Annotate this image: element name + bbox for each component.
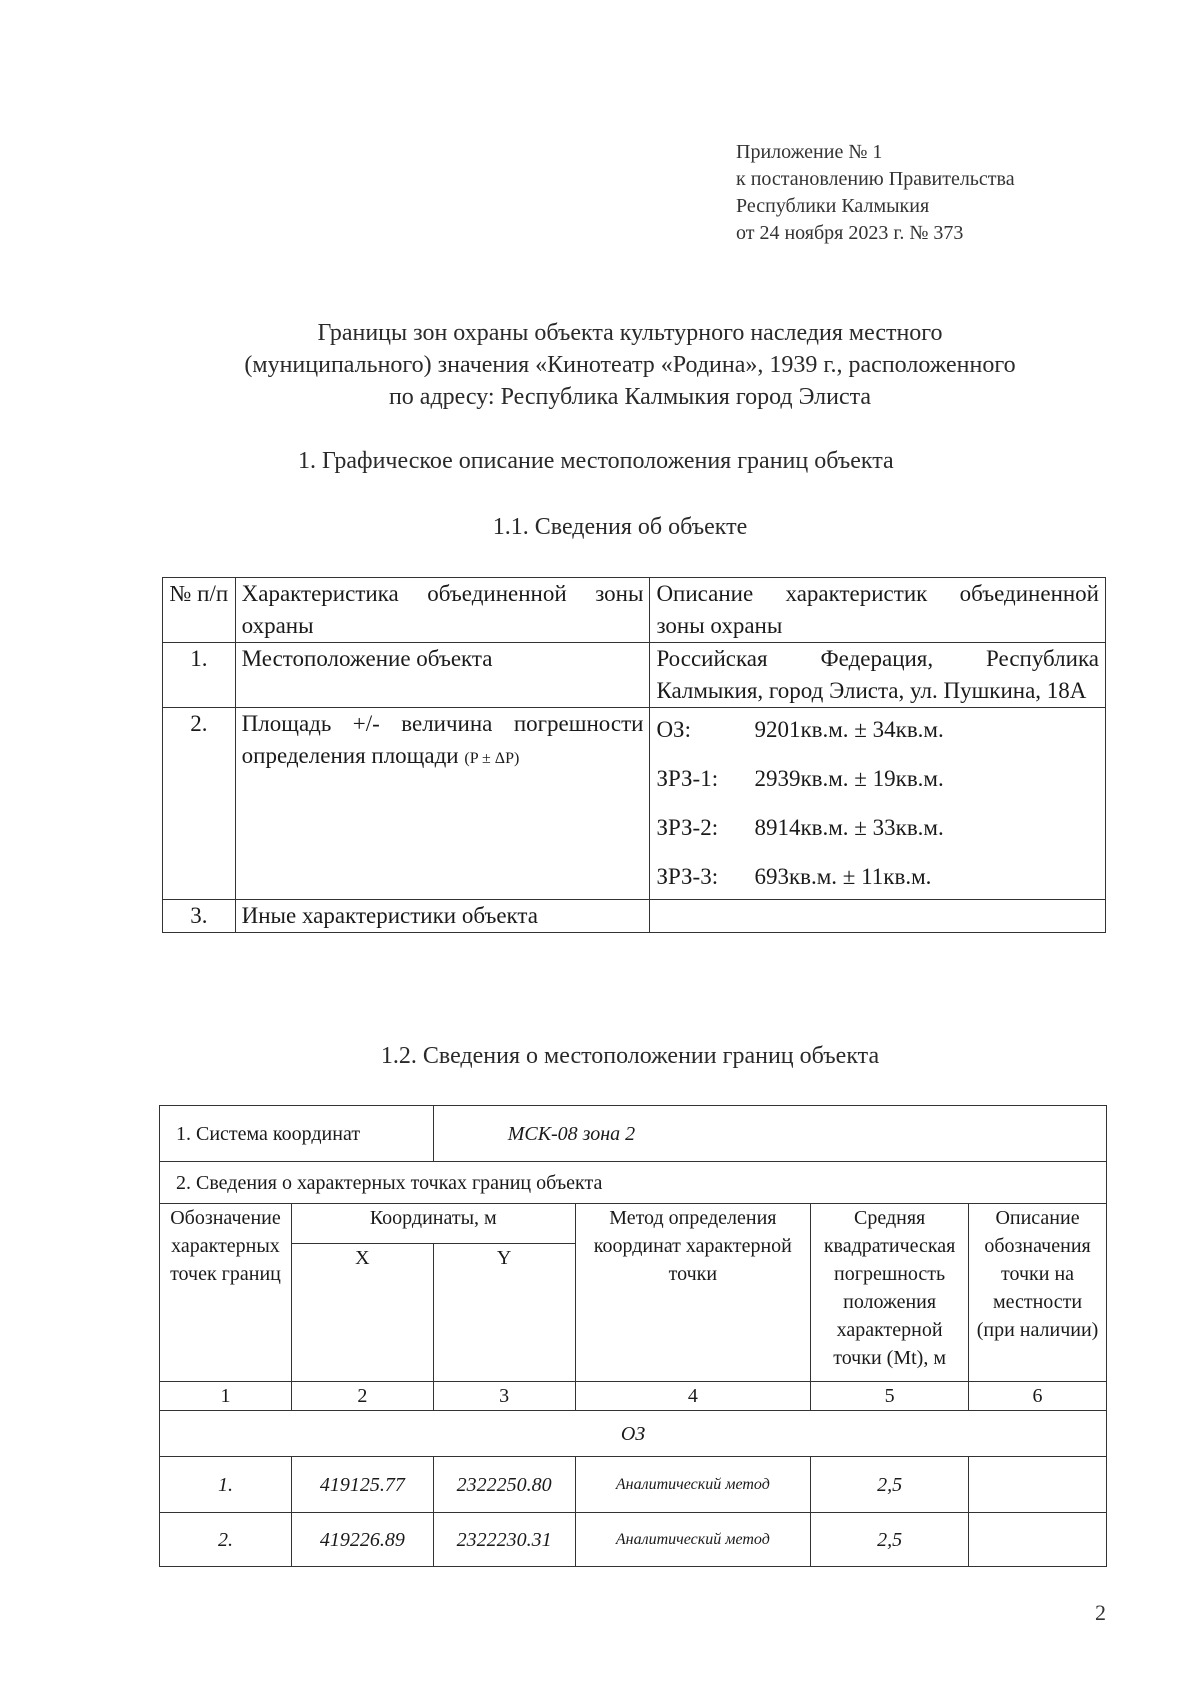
title-line: по адресу: Республика Калмыкия город Элиста: [388, 384, 872, 410]
column-number: 1: [160, 1382, 292, 1411]
column-number: 5: [811, 1382, 969, 1411]
points-caption: 2. Сведения о характерных точках границ объекта: [160, 1162, 1107, 1204]
area-value: 693кв.м. ± 11кв.м.: [754, 864, 932, 889]
area-label: ЗРЗ-2:: [656, 815, 719, 840]
table-row: [163, 900, 1106, 933]
area-label: ЗРЗ-1:: [656, 766, 719, 791]
area-item: [656, 763, 1099, 795]
appendix-line: от 24 ноября 2023 г. № 373: [736, 222, 964, 244]
row-characteristic: Местоположение объекта: [235, 643, 650, 708]
column-number: 3: [433, 1382, 575, 1411]
table-row: [160, 1457, 1107, 1513]
point-x: 419125.77: [291, 1457, 433, 1513]
point-number: 2.: [160, 1513, 292, 1567]
column-number: 2: [291, 1382, 433, 1411]
point-error: 2,5: [811, 1457, 969, 1513]
zone-label: ОЗ: [160, 1411, 1107, 1457]
point-method: Аналитический метод: [575, 1457, 811, 1513]
row-characteristic: Иные характеристики объекта: [235, 900, 650, 933]
header-description: Описание характеристик объединенной зоны охраны: [650, 578, 1106, 643]
point-y: 2322250.80: [433, 1457, 575, 1513]
table-header-row: [160, 1204, 1107, 1244]
header-num: № п/п: [163, 578, 236, 643]
column-number: 4: [575, 1382, 811, 1411]
header-designation: Обозначение характерных точек границ: [160, 1204, 292, 1382]
point-description: [969, 1513, 1107, 1567]
row-num: 3.: [163, 900, 236, 933]
table-row: [160, 1513, 1107, 1567]
header-y: Y: [433, 1244, 575, 1382]
row-num: 1.: [163, 643, 236, 708]
point-x: 419226.89: [291, 1513, 433, 1567]
header-point-description: Описание обозначения точки на местности (при наличии): [969, 1204, 1107, 1382]
section-heading-1: 1. Графическое описание местоположения границ объекта: [298, 448, 894, 474]
appendix-line: к постановлению Правительства: [736, 168, 1015, 190]
row-num: 2.: [163, 708, 236, 900]
area-formula: (P ± ΔP): [464, 750, 520, 767]
point-y: 2322230.31: [433, 1513, 575, 1567]
row-description: [650, 708, 1106, 900]
points-caption-row: [160, 1162, 1107, 1204]
title-line: Границы зон охраны объекта культурного наследия местного: [317, 320, 943, 346]
area-value: 8914кв.м. ± 33кв.м.: [754, 815, 944, 840]
coord-system-row: [160, 1106, 1107, 1162]
column-numbers-row: [160, 1382, 1107, 1411]
header-coordinates: Координаты, м: [291, 1204, 575, 1244]
appendix-line: Приложение № 1: [736, 141, 883, 163]
row-description: Российская Федерация, Республика Калмыкия, город Элиста, ул. Пушкина, 18А: [650, 643, 1106, 708]
coord-system-value: МСК-08 зона 2: [433, 1106, 1106, 1162]
point-method: Аналитический метод: [575, 1513, 811, 1567]
object-info-table: [162, 577, 1106, 933]
document-title: [130, 317, 1130, 413]
area-value: 9201кв.м. ± 34кв.м.: [754, 717, 944, 742]
section-heading-1-2: 1.2. Сведения о местоположении границ объекта: [380, 1043, 880, 1069]
area-label: ЗРЗ-3:: [656, 864, 719, 889]
coord-system-label: 1. Система координат: [160, 1106, 434, 1162]
area-item: [656, 714, 1099, 746]
section-heading-1-1: 1.1. Сведения об объекте: [492, 514, 748, 540]
table-row: [163, 708, 1106, 900]
area-label: ОЗ:: [656, 717, 691, 742]
row-description: [650, 900, 1106, 933]
table-row: [163, 643, 1106, 708]
title-line: (муниципального) значения «Кинотеатр «Родина», 1939 г., расположенного: [244, 352, 1016, 378]
appendix-line: Республики Калмыкия: [736, 195, 930, 217]
point-number: 1.: [160, 1457, 292, 1513]
point-error: 2,5: [811, 1513, 969, 1567]
header-method: Метод определения координат характерной точки: [575, 1204, 811, 1382]
point-description: [969, 1457, 1107, 1513]
area-value: 2939кв.м. ± 19кв.м.: [754, 766, 944, 791]
page-number: 2: [1095, 1600, 1106, 1625]
header-error: Средняя квадратическая погрешность положения характерной точки (Mt), м: [811, 1204, 969, 1382]
row-characteristic: [235, 708, 650, 900]
area-item: [656, 812, 1099, 844]
table-header-row: [163, 578, 1106, 643]
header-x: X: [291, 1244, 433, 1382]
zone-row: [160, 1411, 1107, 1457]
header-characteristic: Характеристика объединенной зоны охраны: [235, 578, 650, 643]
boundary-points-table: [159, 1105, 1107, 1567]
column-number: 6: [969, 1382, 1107, 1411]
area-characteristic-text: Площадь +/- величина погрешности определения площади: [241, 711, 644, 768]
appendix-block: [736, 139, 1015, 247]
area-item: [656, 861, 1099, 893]
